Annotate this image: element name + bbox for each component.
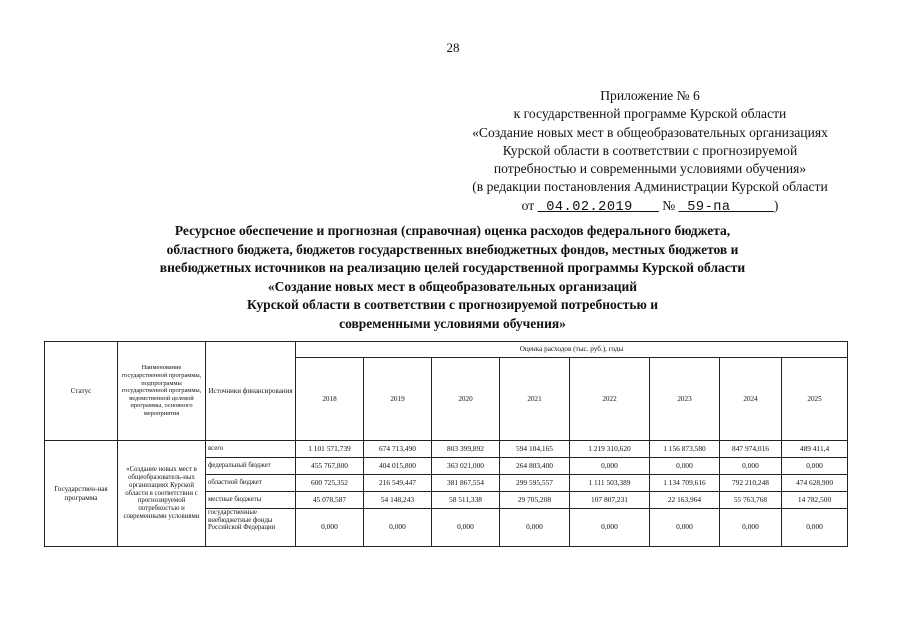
appendix-title: Приложение № 6 bbox=[600, 88, 700, 103]
resolution-number: 59-па bbox=[687, 199, 731, 215]
close-paren: ) bbox=[773, 197, 779, 213]
date-prefix: от bbox=[521, 197, 535, 213]
value-cell: 1 111 503,389 bbox=[570, 475, 650, 492]
number-prefix: № bbox=[662, 197, 676, 213]
value-cell: 803 399,892 bbox=[432, 441, 500, 458]
heading-line: внебюджетных источников на реализацию целей государственной программы Курской области bbox=[159, 260, 746, 276]
source-cell: федеральный бюджет bbox=[206, 458, 296, 475]
value-cell: 45 078,587 bbox=[296, 492, 364, 509]
header-name: Наименование государственной программы, подпрограммы государственной программы, ведомственной целевой программы, основного мероприятия bbox=[118, 342, 206, 441]
source-cell: местные бюджеты bbox=[206, 492, 296, 509]
heading-line: современными условиями обучения» bbox=[339, 315, 566, 331]
appendix-block bbox=[420, 87, 880, 217]
value-cell: 0,000 bbox=[650, 509, 720, 547]
value-cell: 594 104,165 bbox=[500, 441, 570, 458]
value-cell: 404 015,800 bbox=[364, 458, 432, 475]
status-cell: Государствен-ная программа bbox=[45, 441, 118, 547]
value-cell: 381 867,554 bbox=[432, 475, 500, 492]
appendix-line: потребностью и современными условиями обучения» bbox=[493, 161, 807, 177]
value-cell: 0,000 bbox=[364, 509, 432, 547]
appendix-line: «Создание новых мест в общеобразовательных организациях bbox=[472, 124, 828, 140]
source-cell: всего bbox=[206, 441, 296, 458]
appendix-line: Курской области в соответствии с прогнозируемой bbox=[502, 142, 798, 158]
program-name-cell: «Создание новых мест в общеобразователь-ных организациях Курской области в соответствии с прогнозируемой потребностью и современными условиями bbox=[118, 441, 206, 547]
value-cell: 14 782,500 bbox=[782, 492, 848, 509]
value-cell: 0,000 bbox=[570, 458, 650, 475]
header-year: 2020 bbox=[432, 358, 500, 441]
appendix-date-line bbox=[420, 197, 880, 217]
value-cell: 0,000 bbox=[720, 509, 782, 547]
value-cell: 58 511,338 bbox=[432, 492, 500, 509]
value-cell: 264 803,400 bbox=[500, 458, 570, 475]
value-cell: 600 725,352 bbox=[296, 475, 364, 492]
header-row bbox=[45, 342, 848, 358]
source-cell: областной бюджет bbox=[206, 475, 296, 492]
heading-line: областного бюджета, бюджетов государственных внебюджетных фондов, местных бюджетов и bbox=[166, 241, 739, 257]
value-cell: 847 974,016 bbox=[720, 441, 782, 458]
value-cell: 0,000 bbox=[570, 509, 650, 547]
header-year: 2023 bbox=[650, 358, 720, 441]
table-row bbox=[45, 441, 848, 458]
budget-table bbox=[44, 341, 848, 547]
heading-line: Курской области в соответствии с прогнозируемой потребностью и bbox=[246, 297, 658, 313]
value-cell: 0,000 bbox=[500, 509, 570, 547]
value-cell: 54 148,243 bbox=[364, 492, 432, 509]
value-cell: 0,000 bbox=[782, 509, 848, 547]
header-estimate: Оценка расходов (тыс. руб.), годы bbox=[296, 342, 848, 358]
value-cell: 0,000 bbox=[650, 458, 720, 475]
value-cell: 363 021,000 bbox=[432, 458, 500, 475]
header-year: 2018 bbox=[296, 358, 364, 441]
heading-line: «Создание новых мест в общеобразовательных организаций bbox=[267, 278, 638, 294]
header-source: Источники финансирования bbox=[206, 342, 296, 441]
value-cell: 674 713,490 bbox=[364, 441, 432, 458]
source-cell: государственные внебюджетные фонды Российской Федерации bbox=[206, 509, 296, 547]
value-cell: 55 763,768 bbox=[720, 492, 782, 509]
value-cell: 107 807,231 bbox=[570, 492, 650, 509]
document-heading bbox=[60, 222, 845, 334]
header-year: 2024 bbox=[720, 358, 782, 441]
header-year: 2021 bbox=[500, 358, 570, 441]
value-cell: 792 210,248 bbox=[720, 475, 782, 492]
heading-line: Ресурсное обеспечение и прогнозная (справочная) оценка расходов федерального бюджета, bbox=[174, 223, 731, 238]
value-cell: 1 219 310,620 bbox=[570, 441, 650, 458]
value-cell: 0,000 bbox=[296, 509, 364, 547]
header-year: 2025 bbox=[782, 358, 848, 441]
resolution-date: 04.02.2019 bbox=[546, 199, 633, 215]
value-cell: 1 101 571,739 bbox=[296, 441, 364, 458]
value-cell: 1 134 709,616 bbox=[650, 475, 720, 492]
value-cell: 0,000 bbox=[782, 458, 848, 475]
value-cell: 1 156 873,580 bbox=[650, 441, 720, 458]
header-year: 2022 bbox=[570, 358, 650, 441]
header-year: 2019 bbox=[364, 358, 432, 441]
value-cell: 489 411,4 bbox=[782, 441, 848, 458]
value-cell: 0,000 bbox=[720, 458, 782, 475]
value-cell: 29 705,208 bbox=[500, 492, 570, 509]
value-cell: 22 163,964 bbox=[650, 492, 720, 509]
appendix-line: к государственной программе Курской области bbox=[513, 106, 787, 122]
value-cell: 216 549,447 bbox=[364, 475, 432, 492]
header-status: Статус bbox=[45, 342, 118, 441]
page-number: 28 bbox=[446, 40, 460, 55]
value-cell: 299 595,557 bbox=[500, 475, 570, 492]
value-cell: 455 767,800 bbox=[296, 458, 364, 475]
value-cell: 474 628,900 bbox=[782, 475, 848, 492]
appendix-line: (в редакции постановления Администрации Курской области bbox=[472, 179, 828, 195]
value-cell: 0,000 bbox=[432, 509, 500, 547]
